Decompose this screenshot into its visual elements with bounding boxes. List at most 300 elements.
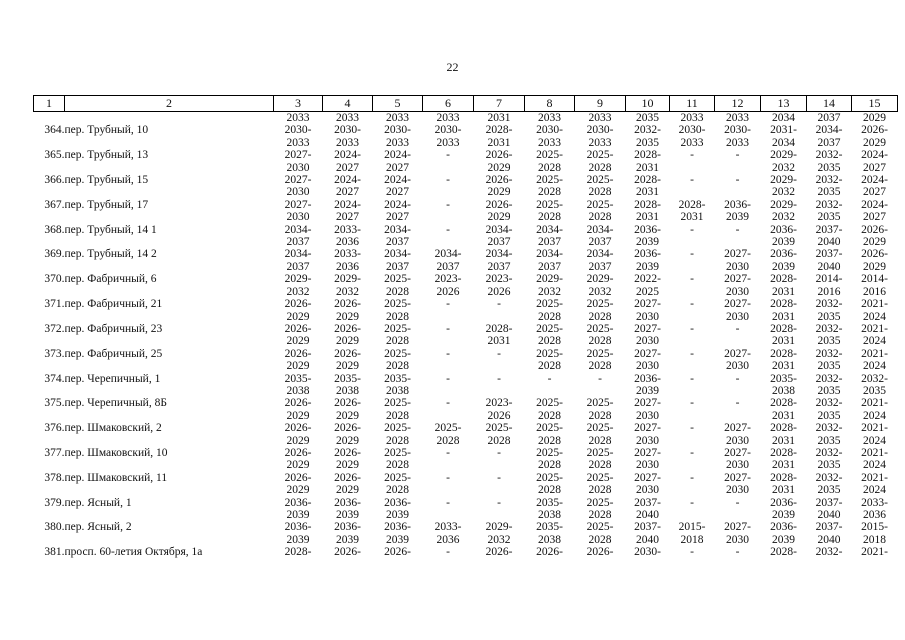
- period-start-cell: 2024-: [384, 198, 411, 211]
- period-end-cell: 2030: [726, 285, 749, 298]
- period-start-cell: -: [735, 174, 740, 187]
- period-end-cell: 2031: [772, 360, 795, 373]
- period-start-cell: -: [446, 546, 450, 559]
- period-end-cell: 2030: [726, 484, 749, 497]
- empty-cell: [34, 137, 65, 149]
- row-number: 365.: [44, 149, 65, 162]
- period-end-cell: [423, 211, 474, 223]
- period-end-cell: 2018: [863, 533, 886, 546]
- period-end-cell: 2028: [386, 285, 409, 298]
- period-end-cell: 2028: [538, 211, 561, 224]
- empty-cell: [65, 385, 274, 397]
- table-row: [34, 323, 898, 335]
- period-end-cell: [575, 385, 626, 397]
- period-end-cell: 2028: [588, 211, 612, 224]
- period-start-cell: 2032-: [815, 322, 843, 335]
- period-end-cell: 2038: [538, 533, 561, 546]
- period-end-cell: [474, 484, 525, 496]
- period-start-cell: 2029-: [284, 273, 312, 286]
- table-body: [34, 96, 898, 559]
- period-start-cell: 2037-: [815, 223, 843, 236]
- period-start-cell: -: [690, 248, 694, 261]
- period-start-cell: 2028-: [770, 322, 797, 335]
- table-row: [34, 298, 898, 310]
- period-start-cell: -: [497, 446, 501, 459]
- period-end-cell: [474, 360, 525, 372]
- period-start-cell: -: [598, 372, 602, 385]
- period-start-cell: -: [446, 149, 450, 162]
- address-cell: пер. Трубный, 17: [64, 198, 149, 211]
- table-row: [34, 397, 898, 409]
- table-row: [34, 546, 898, 558]
- period-end-cell: [715, 335, 761, 347]
- period-end-cell: [670, 435, 715, 447]
- row-number: 379.: [44, 496, 65, 509]
- period-start-cell: 2025-: [384, 322, 411, 335]
- period-end-cell: [474, 459, 525, 471]
- period-end-cell: 2028: [386, 360, 409, 373]
- period-end-cell: 2029: [286, 335, 310, 348]
- period-start-cell: 2025-: [536, 471, 563, 484]
- period-end-cell: 2037: [538, 236, 561, 249]
- period-start-cell: 2024-: [861, 174, 888, 187]
- row-number: 377.: [44, 446, 65, 459]
- period-end-cell: 2033: [588, 136, 612, 149]
- period-end-cell: 2029: [863, 136, 886, 149]
- period-start-cell: 2024-: [334, 174, 361, 187]
- period-end-cell: 2030: [726, 459, 749, 472]
- period-end-cell: 2029: [863, 236, 886, 249]
- period-start-cell: 2035-: [334, 372, 361, 385]
- period-end-cell: 2028: [538, 310, 561, 323]
- table-row-end: [34, 211, 898, 223]
- period-start-cell: -: [735, 397, 740, 410]
- period-end-cell: 2029: [336, 459, 359, 472]
- period-end-cell: 2029: [286, 310, 310, 323]
- period-start-cell: 2021-: [861, 322, 888, 335]
- period-end-cell: 2029: [487, 211, 511, 224]
- period-end-cell: 2030: [636, 434, 659, 447]
- period-start-cell: 2034-: [586, 223, 614, 236]
- column-header: 2: [65, 96, 274, 112]
- period-start-cell: 2025-: [586, 422, 614, 435]
- period-end-cell: 2038: [286, 384, 310, 397]
- period-end-cell: 2036: [336, 260, 359, 273]
- column-header: 11: [670, 96, 715, 112]
- period-start-cell: 2026-: [485, 198, 513, 211]
- period-end-cell: 2028: [588, 533, 612, 546]
- period-end-cell: 2028: [588, 409, 612, 422]
- period-end-cell: 2040: [817, 236, 841, 249]
- period-end-cell: 2030: [726, 434, 749, 447]
- table-row-end: [34, 261, 898, 273]
- period-end-cell: 2029: [336, 434, 359, 447]
- period-start-cell: -: [690, 223, 694, 236]
- period-end-cell: 2032: [772, 211, 795, 224]
- period-start-cell: 2032-: [815, 446, 843, 459]
- table-row: [34, 174, 898, 186]
- period-start-cell: 2032-: [815, 422, 843, 435]
- period-end-cell: [423, 162, 474, 174]
- period-start-cell: -: [690, 174, 694, 187]
- table-row: [34, 422, 898, 434]
- period-start-cell: 2021-: [861, 298, 888, 311]
- period-start-cell: 2025-: [536, 347, 563, 360]
- empty-cell: [65, 459, 274, 471]
- period-end-cell: [715, 509, 761, 521]
- period-end-cell: 2028: [588, 186, 612, 199]
- period-end-cell: 2029: [336, 484, 359, 497]
- empty-cell: [65, 534, 274, 546]
- empty-cell: [65, 261, 274, 273]
- period-start-cell: 2034-: [815, 124, 843, 137]
- empty-cell: [34, 484, 65, 496]
- column-header: 4: [323, 96, 373, 112]
- period-start-cell: 2026-: [384, 546, 411, 559]
- empty-cell: [65, 509, 274, 521]
- period-end-cell: [670, 335, 715, 347]
- empty-cell: [65, 286, 274, 298]
- page-number: 22: [446, 60, 459, 74]
- period-end-cell: [423, 484, 474, 496]
- period-start-cell: -: [690, 496, 694, 509]
- period-start-cell: 2021-: [861, 397, 888, 410]
- period-start-cell: 2027-: [634, 397, 661, 410]
- period-start-cell: 2029-: [770, 149, 797, 162]
- period-start-cell: 2032-: [861, 372, 888, 385]
- continuation-cell: 2033: [680, 112, 704, 124]
- period-end-cell: 2028: [588, 360, 612, 373]
- period-end-cell: 2030: [636, 459, 659, 472]
- table-row-end: [34, 162, 898, 174]
- period-end-cell: 2032: [487, 533, 511, 546]
- empty-cell: [34, 261, 65, 273]
- period-start-cell: 2025-: [384, 471, 411, 484]
- period-start-cell: 2026-: [861, 124, 888, 137]
- row-number: 375.: [44, 397, 65, 410]
- period-end-cell: 2037: [538, 260, 561, 273]
- period-end-cell: 2028: [538, 434, 561, 447]
- period-end-cell: 2037: [487, 236, 511, 249]
- continuation-cell: 2033: [588, 112, 612, 124]
- period-end-cell: 2033: [386, 136, 409, 149]
- period-start-cell: 2025-: [536, 174, 563, 187]
- period-start-cell: 2034-: [384, 248, 411, 261]
- period-start-cell: 2030-: [634, 546, 661, 559]
- period-start-cell: 2035-: [536, 521, 563, 534]
- period-end-cell: 2037: [286, 236, 310, 249]
- period-start-cell: 2024-: [334, 198, 361, 211]
- period-end-cell: [423, 335, 474, 347]
- period-end-cell: 2030: [636, 484, 659, 497]
- period-end-cell: 2027: [863, 211, 886, 224]
- period-end-cell: 2030: [726, 260, 749, 273]
- period-end-cell: 2029: [286, 409, 310, 422]
- period-start-cell: 2028-: [770, 446, 797, 459]
- period-start-cell: 2026-: [334, 322, 361, 335]
- period-end-cell: 2028: [487, 434, 511, 447]
- period-start-cell: 2036-: [384, 496, 411, 509]
- period-start-cell: 2036-: [384, 521, 411, 534]
- period-start-cell: 2025-: [536, 198, 563, 211]
- row-number: 364.: [44, 124, 65, 137]
- column-header: 5: [373, 96, 423, 112]
- period-end-cell: 2030: [286, 186, 310, 199]
- period-end-cell: 2029: [336, 360, 359, 373]
- period-end-cell: 2025: [636, 285, 659, 298]
- period-start-cell: -: [547, 372, 552, 385]
- period-start-cell: 2034-: [536, 248, 563, 261]
- period-start-cell: 2036-: [284, 496, 312, 509]
- period-start-cell: 2027-: [634, 322, 661, 335]
- period-end-cell: 2024: [863, 434, 886, 447]
- continuation-cell: 2033: [386, 112, 409, 124]
- period-end-cell: 2039: [772, 533, 795, 546]
- period-start-cell: 2026-: [334, 546, 361, 559]
- row-number: 376.: [44, 422, 65, 435]
- period-end-cell: 2028: [588, 459, 612, 472]
- period-start-cell: 2022-: [634, 273, 661, 286]
- period-start-cell: 2025-: [384, 273, 411, 286]
- period-start-cell: -: [690, 397, 694, 410]
- period-end-cell: [670, 162, 715, 174]
- empty-cell: [34, 459, 65, 471]
- column-header-row: [34, 96, 898, 112]
- table-row-end: [34, 435, 898, 447]
- period-start-cell: 2026-: [284, 298, 312, 311]
- row-number: 367.: [44, 198, 65, 211]
- period-end-cell: 2026: [487, 285, 511, 298]
- row-number: 372.: [44, 322, 65, 335]
- continuation-cell: 2029: [863, 112, 886, 124]
- table-row: [34, 521, 898, 533]
- period-start-cell: 2025-: [586, 446, 614, 459]
- period-start-cell: 2028-: [634, 198, 661, 211]
- period-end-cell: [715, 385, 761, 397]
- period-start-cell: -: [446, 397, 450, 410]
- period-end-cell: 2039: [386, 509, 409, 521]
- period-end-cell: 2028: [386, 484, 409, 497]
- period-start-cell: 2026-: [485, 174, 513, 187]
- period-start-cell: 2027-: [724, 347, 751, 360]
- period-start-cell: 2023-: [485, 273, 513, 286]
- period-end-cell: 2028: [386, 310, 409, 323]
- period-end-cell: 2040: [817, 533, 841, 546]
- period-end-cell: 2039: [336, 509, 359, 521]
- address-cell: пер. Трубный, 13: [64, 149, 149, 162]
- address-cell: пер. Трубный, 15: [64, 174, 149, 187]
- period-start-cell: 2035-: [536, 496, 563, 509]
- period-start-cell: 2026-: [284, 347, 312, 360]
- period-end-cell: 2030: [286, 161, 310, 174]
- empty-cell: [34, 162, 65, 174]
- row-number: 374.: [44, 372, 65, 385]
- period-start-cell: 2025-: [536, 397, 563, 410]
- empty-cell: [65, 236, 274, 248]
- period-end-cell: [423, 360, 474, 372]
- period-end-cell: 2032: [772, 186, 795, 199]
- period-end-cell: 2031: [772, 310, 795, 323]
- period-start-cell: 2034-: [485, 223, 513, 236]
- period-end-cell: 2030: [286, 211, 310, 224]
- period-start-cell: -: [446, 446, 450, 459]
- table-row-end: [34, 137, 898, 149]
- table-row-end: [34, 186, 898, 198]
- period-start-cell: 2025-: [586, 496, 614, 509]
- row-number: 373.: [44, 347, 65, 360]
- table-row-end: [34, 459, 898, 471]
- continuation-cell: 2033: [286, 112, 310, 124]
- period-start-cell: 2025-: [586, 198, 614, 211]
- period-start-cell: 2027-: [284, 198, 312, 211]
- period-end-cell: 2026: [436, 285, 460, 298]
- period-end-cell: 2039: [636, 260, 659, 273]
- period-end-cell: 2031: [487, 136, 511, 149]
- period-start-cell: 2030-: [434, 124, 462, 137]
- period-end-cell: 2028: [386, 459, 409, 472]
- row-number: 381.: [44, 546, 65, 559]
- period-end-cell: 2028: [386, 335, 409, 348]
- period-end-cell: [715, 410, 761, 422]
- period-start-cell: 2025-: [536, 446, 563, 459]
- period-end-cell: 2032: [538, 285, 561, 298]
- period-end-cell: 2028: [386, 409, 409, 422]
- period-end-cell: 2035: [817, 434, 841, 447]
- period-start-cell: 2024-: [384, 149, 411, 162]
- period-end-cell: 2031: [772, 409, 795, 422]
- period-end-cell: 2032: [286, 285, 310, 298]
- period-end-cell: 2027: [386, 186, 409, 199]
- period-start-cell: 2036-: [634, 372, 661, 385]
- period-end-cell: [670, 286, 715, 298]
- period-start-cell: 2027-: [634, 471, 661, 484]
- period-end-cell: [474, 385, 525, 397]
- table-row: [34, 224, 898, 236]
- period-start-cell: 2033-: [334, 223, 361, 236]
- period-end-cell: 2038: [772, 384, 795, 397]
- period-start-cell: 2021-: [861, 347, 888, 360]
- period-start-cell: 2025-: [434, 422, 462, 435]
- address-cell: пер. Трубный, 14 2: [64, 248, 157, 261]
- period-start-cell: -: [497, 347, 501, 360]
- continuation-cell: 2033: [436, 112, 460, 124]
- period-start-cell: -: [735, 496, 740, 509]
- period-start-cell: 2032-: [815, 174, 843, 187]
- row-number: 378.: [44, 471, 65, 484]
- empty-cell: [34, 186, 65, 198]
- period-start-cell: 2025-: [384, 397, 411, 410]
- period-end-cell: 2028: [588, 310, 612, 323]
- period-start-cell: 2021-: [861, 422, 888, 435]
- period-start-cell: 2028-: [485, 124, 513, 137]
- period-start-cell: -: [690, 273, 694, 286]
- period-end-cell: 2037: [386, 260, 409, 273]
- period-end-cell: 2032: [336, 285, 359, 298]
- period-start-cell: -: [446, 223, 450, 236]
- period-end-cell: 2028: [538, 335, 561, 348]
- period-start-cell: 2025-: [586, 521, 614, 534]
- period-start-cell: 2024-: [334, 149, 361, 162]
- period-start-cell: 2032-: [815, 198, 843, 211]
- period-end-cell: 2040: [636, 533, 659, 546]
- table-row-end: [34, 286, 898, 298]
- period-end-cell: 2027: [336, 211, 359, 224]
- period-start-cell: 2026-: [334, 298, 361, 311]
- period-start-cell: 2025-: [536, 422, 563, 435]
- column-header: 15: [852, 96, 898, 112]
- period-start-cell: -: [735, 372, 740, 385]
- period-end-cell: [670, 385, 715, 397]
- column-header: 6: [423, 96, 474, 112]
- period-start-cell: 2036-: [634, 248, 661, 261]
- period-start-cell: 2014-: [861, 273, 888, 286]
- period-start-cell: 2026-: [284, 446, 312, 459]
- empty-cell: [65, 435, 274, 447]
- address-cell: пер. Шмаковский, 2: [64, 422, 162, 435]
- period-end-cell: [670, 261, 715, 273]
- column-header: 13: [761, 96, 807, 112]
- period-start-cell: 2033-: [434, 521, 462, 534]
- period-start-cell: 2025-: [586, 397, 614, 410]
- period-end-cell: 2024: [863, 335, 886, 348]
- period-start-cell: 2015-: [678, 521, 706, 534]
- continuation-cell: [65, 112, 274, 125]
- period-start-cell: 2030-: [536, 124, 563, 137]
- row-number: 380.: [44, 521, 65, 534]
- period-start-cell: 2036-: [770, 248, 797, 261]
- address-cell: пер. Ясный, 1: [64, 496, 132, 509]
- period-end-cell: 2033: [726, 136, 749, 149]
- period-start-cell: -: [690, 422, 694, 435]
- period-end-cell: 2036: [436, 533, 460, 546]
- period-start-cell: 2028-: [770, 397, 797, 410]
- table-row-end: [34, 335, 898, 347]
- period-start-cell: -: [446, 372, 450, 385]
- period-end-cell: 2028: [538, 484, 561, 497]
- period-end-cell: 2039: [636, 384, 659, 397]
- empty-cell: [65, 410, 274, 422]
- period-start-cell: 2028-: [634, 174, 661, 187]
- period-end-cell: [474, 311, 525, 323]
- period-start-cell: 2034-: [536, 223, 563, 236]
- period-start-cell: -: [690, 372, 694, 385]
- period-start-cell: 2037-: [815, 248, 843, 261]
- table-row: [34, 199, 898, 211]
- period-start-cell: 2025-: [384, 446, 411, 459]
- period-end-cell: 2035: [817, 186, 841, 199]
- period-end-cell: 2030: [636, 335, 659, 348]
- period-start-cell: -: [446, 496, 450, 509]
- period-start-cell: 2028-: [485, 322, 513, 335]
- table-row: [34, 273, 898, 285]
- period-end-cell: [670, 186, 715, 198]
- period-end-cell: 2029: [286, 434, 310, 447]
- period-end-cell: 2029: [286, 459, 310, 472]
- period-start-cell: 2028-: [770, 471, 797, 484]
- period-start-cell: 2025-: [586, 174, 614, 187]
- period-start-cell: 2030-: [586, 124, 614, 137]
- empty-cell: [65, 360, 274, 372]
- period-end-cell: 2033: [680, 136, 704, 149]
- empty-cell: [65, 335, 274, 347]
- period-start-cell: 2025-: [536, 322, 563, 335]
- period-end-cell: [423, 509, 474, 521]
- period-end-cell: 2029: [487, 186, 511, 199]
- period-start-cell: 2026-: [334, 446, 361, 459]
- period-end-cell: 2027: [336, 161, 359, 174]
- period-start-cell: 2025-: [384, 298, 411, 311]
- period-start-cell: 2026-: [485, 149, 513, 162]
